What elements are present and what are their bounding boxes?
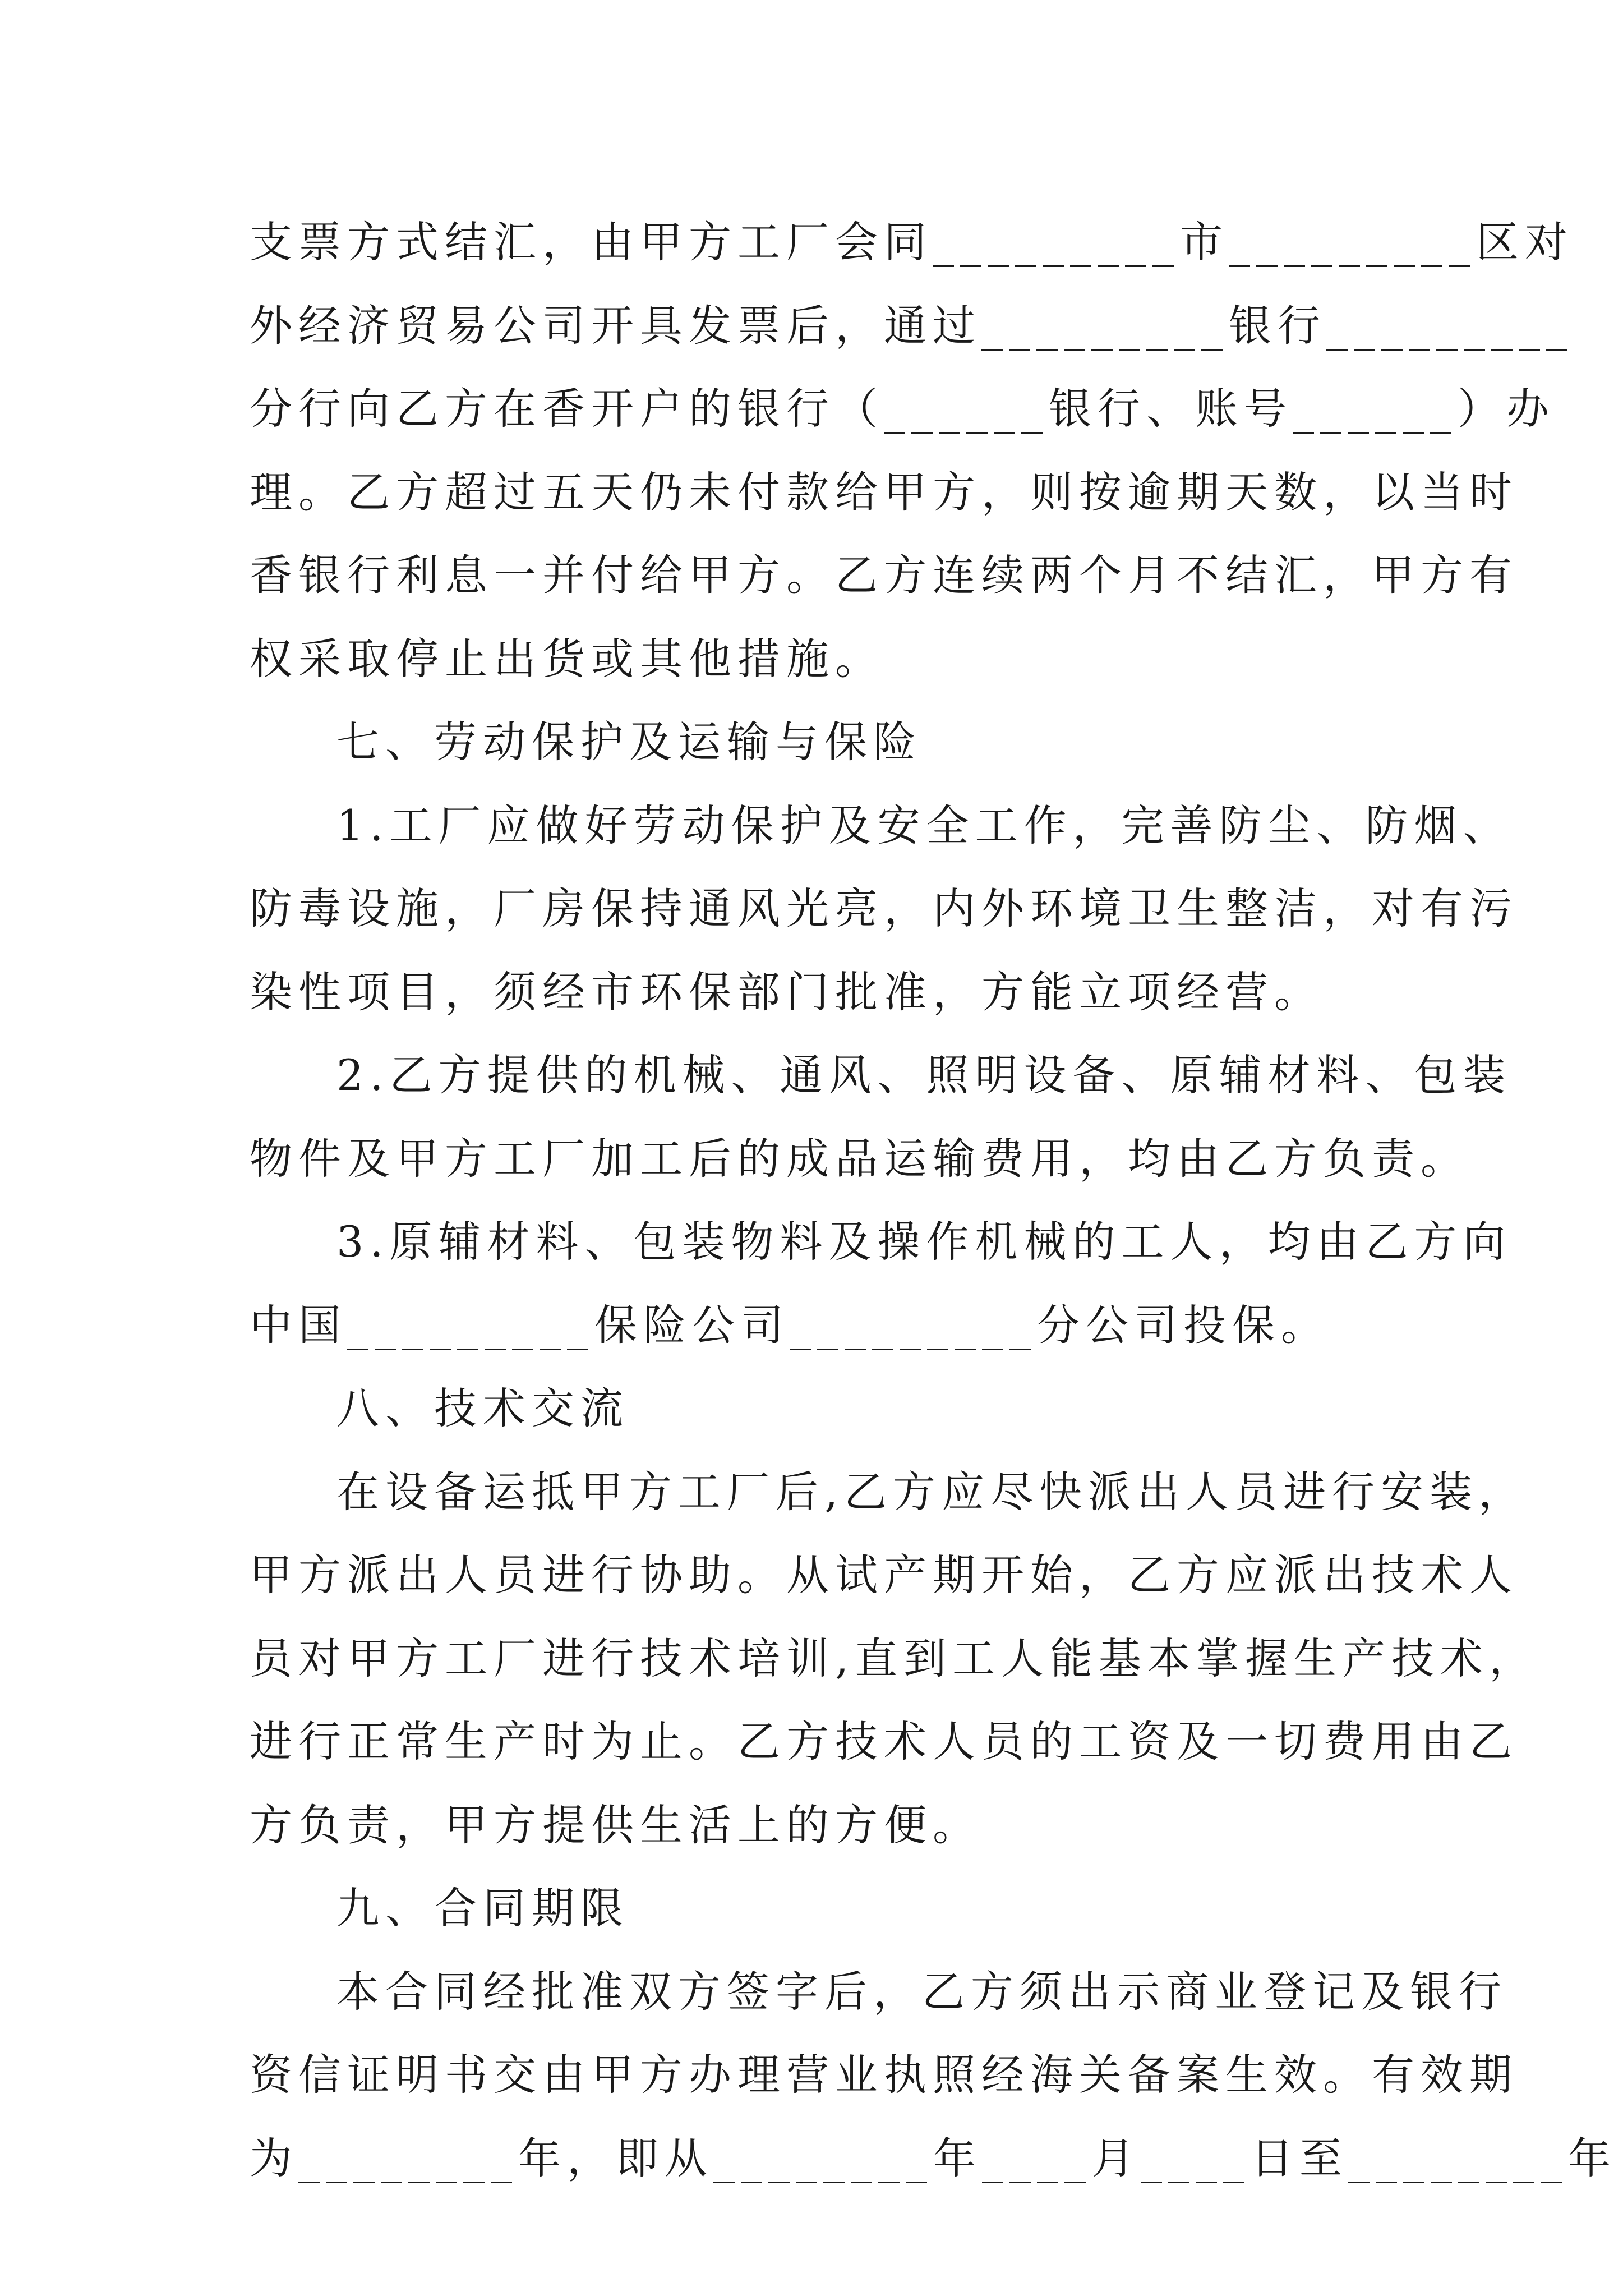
paragraph-line: 防毒设施，厂房保持通风光亮，内外环境卫生整洁，对有污 (250, 884, 1518, 933)
section-heading: 九、合同期限 (336, 1883, 629, 1933)
paragraph-line: 3.原辅材料、包装物料及操作机械的工人，均由乙方向 (336, 1217, 1512, 1267)
paragraph-line: 员对甲方工厂进行技术培训,直到工人能基本掌握生产技术， (250, 1634, 1538, 1683)
paragraph-line: 支票方式结汇，由甲方工厂会同_________市_________区对 (250, 217, 1574, 267)
paragraph-line: 进行正常生产时为止。乙方技术人员的工资及一切费用由乙 (250, 1717, 1518, 1766)
paragraph-line: 染性项目，须经市环保部门批准，方能立项经营。 (250, 967, 1323, 1017)
paragraph-line: 在设备运抵甲方工厂后,乙方应尽快派出人员进行安装， (336, 1467, 1528, 1517)
paragraph-line: 中国_________保险公司_________分公司投保。 (250, 1300, 1330, 1350)
paragraph-line: 甲方派出人员进行协助。从试产期开始，乙方应派出技术人 (250, 1550, 1518, 1600)
paragraph-line: 外经济贸易公司开具发票后，通过_________银行_________ (250, 301, 1574, 351)
paragraph-line: 为________年，即从________年____月____日至________年 (250, 2133, 1617, 2183)
paragraph-line: 资信证明书交由甲方办理营业执照经海关备案生效。有效期 (250, 2050, 1518, 2100)
paragraph-line: 1.工厂应做好劳动保护及安全工作，完善防尘、防烟、 (336, 800, 1512, 850)
section-heading: 七、劳动保护及运输与保险 (336, 717, 922, 767)
paragraph-line: 本合同经批准双方签字后，乙方须出示商业登记及银行 (336, 1967, 1507, 2017)
paragraph-line: 权采取停止出货或其他措施。 (250, 634, 884, 684)
paragraph-line: 分行向乙方在香开户的银行（______银行、账号______）办 (250, 384, 1555, 434)
paragraph-line: 理。乙方超过五天仍未付款给甲方，则按逾期天数，以当时 (250, 467, 1518, 517)
paragraph-line: 2.乙方提供的机械、通风、照明设备、原辅材料、包装 (336, 1050, 1512, 1100)
section-heading: 八、技术交流 (336, 1383, 629, 1433)
paragraph-line: 香银行利息一并付给甲方。乙方连续两个月不结汇，甲方有 (250, 550, 1518, 600)
paragraph-line: 方负责，甲方提供生活上的方便。 (250, 1800, 981, 1850)
paragraph-line: 物件及甲方工厂加工后的成品运输费用，均由乙方负责。 (250, 1134, 1469, 1184)
